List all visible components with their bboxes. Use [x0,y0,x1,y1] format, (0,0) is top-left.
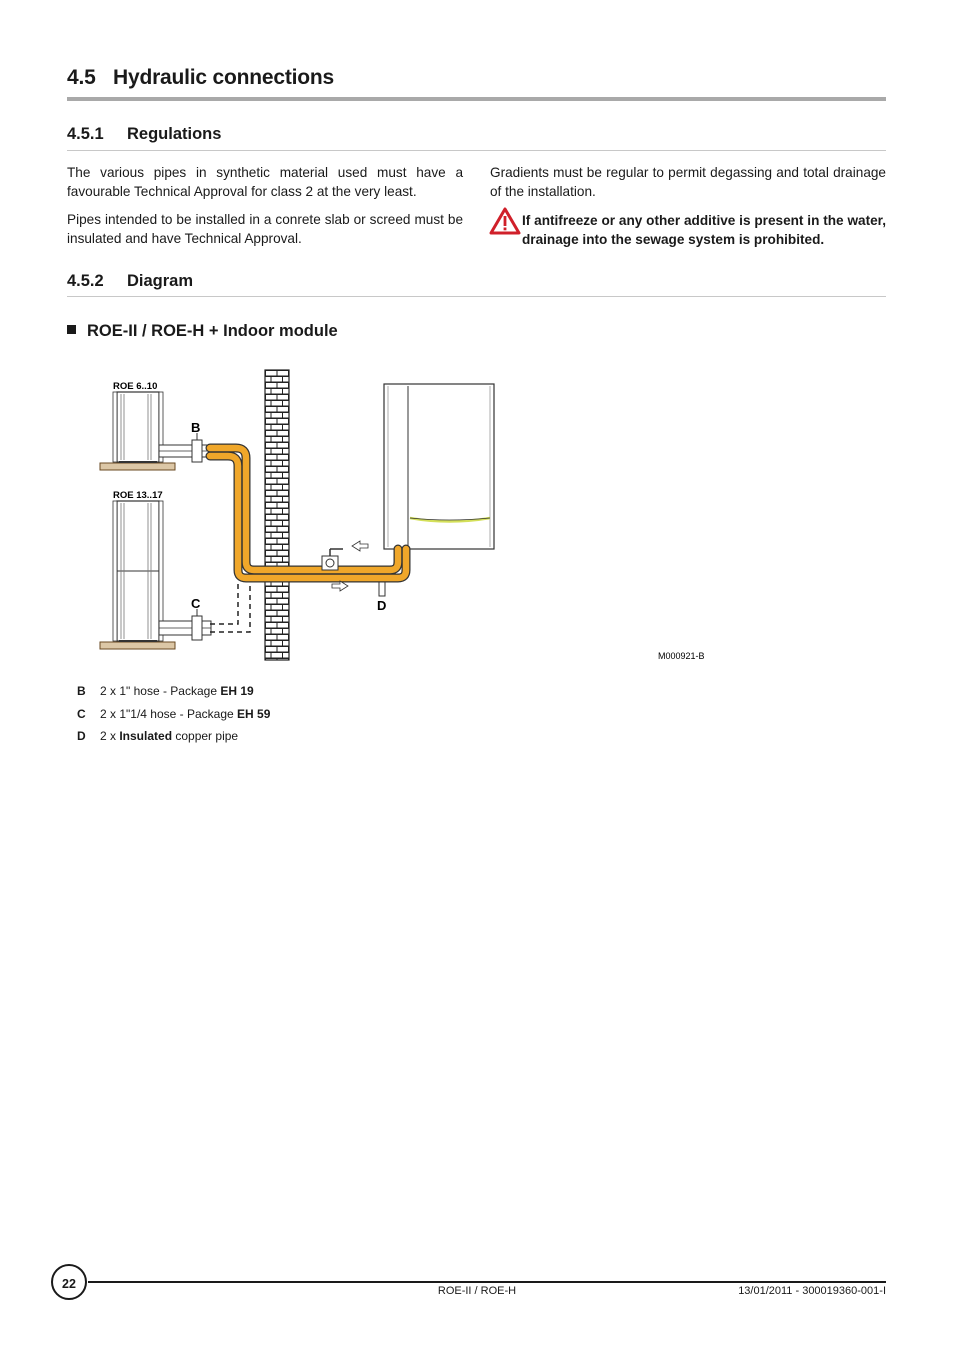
legend-key: B [77,684,86,698]
diagram-heading [67,322,338,341]
subsection-title-regulations [67,125,221,144]
subsection-divider [67,150,886,151]
dashed-connection [210,582,250,632]
label-c: C [191,596,201,611]
ground-slab-lower [100,642,175,649]
legend-prefix: 2 x [100,729,120,743]
legend-key: D [77,729,86,743]
regulations-paragraph-2: Pipes intended to be installed in a conrete slab or screed must be insulated and have Technical Approval. [67,212,463,246]
subsection-title-text: Regulations [127,125,222,143]
subsection-divider [67,296,886,297]
subsection-title-text: Diagram [127,272,194,290]
warning-triangle-icon [489,207,521,235]
flow-arrow-return-icon [352,541,368,551]
page-number: 22 [51,1264,87,1300]
legend-suffix: copper pipe [172,729,239,743]
figure-reference: M000921-B [658,651,705,661]
subsection-number: 4.5.1 [67,125,104,143]
label-roe-large: ROE 13..17 [113,490,163,501]
section-number: 4.5 [67,66,96,89]
warning-text: If antifreeze or any other additive is present in the water, drainage into the sewage system is prohibited. [522,213,886,247]
ground-slab-upper [100,463,175,470]
label-d: D [377,598,387,613]
hydraulic-diagram [95,365,720,665]
legend-bold: Insulated [119,729,173,743]
footer-rule [88,1281,886,1283]
regulations-paragraph-1: The various pipes in synthetic material used must have a favourable Technical Approval for class 2 at the very least. [67,165,463,199]
label-roe-small: ROE 6..10 [113,381,158,392]
regulations-paragraph-3: Gradients must be regular to permit degassing and total drainage of the installation. [490,165,886,199]
insulated-pipes [210,448,406,578]
legend-prefix: 2 x 1"1/4 hose - Package [100,707,238,721]
section-divider [67,97,886,101]
footer-reference: 13/01/2011 - 300019360-001-I [738,1285,886,1297]
diagram-heading-text: ROE-II / ROE-H + Indoor module [87,322,338,340]
legend-item [77,707,270,721]
legend-item [77,729,238,743]
section-title [67,66,334,90]
footer-document: ROE-II / ROE-H [437,1285,517,1297]
hose-c [159,616,211,640]
indoor-module [384,384,494,549]
legend-item [77,684,254,698]
outdoor-unit-roe-small [113,392,163,463]
legend-key: C [77,707,86,721]
hose-b [159,440,211,462]
legend-bold: EH 19 [220,684,254,698]
outdoor-unit-roe-large [113,501,163,642]
callout-d-marker [379,582,385,596]
subsection-title-diagram [67,272,193,291]
label-b: B [191,420,201,435]
section-title-text: Hydraulic connections [113,66,335,89]
brick-wall [265,370,289,660]
subsection-number: 4.5.2 [67,272,104,290]
bullet-square-icon [67,325,76,334]
legend-prefix: 2 x 1" hose - Package [100,684,221,698]
legend-bold: EH 59 [237,707,271,721]
